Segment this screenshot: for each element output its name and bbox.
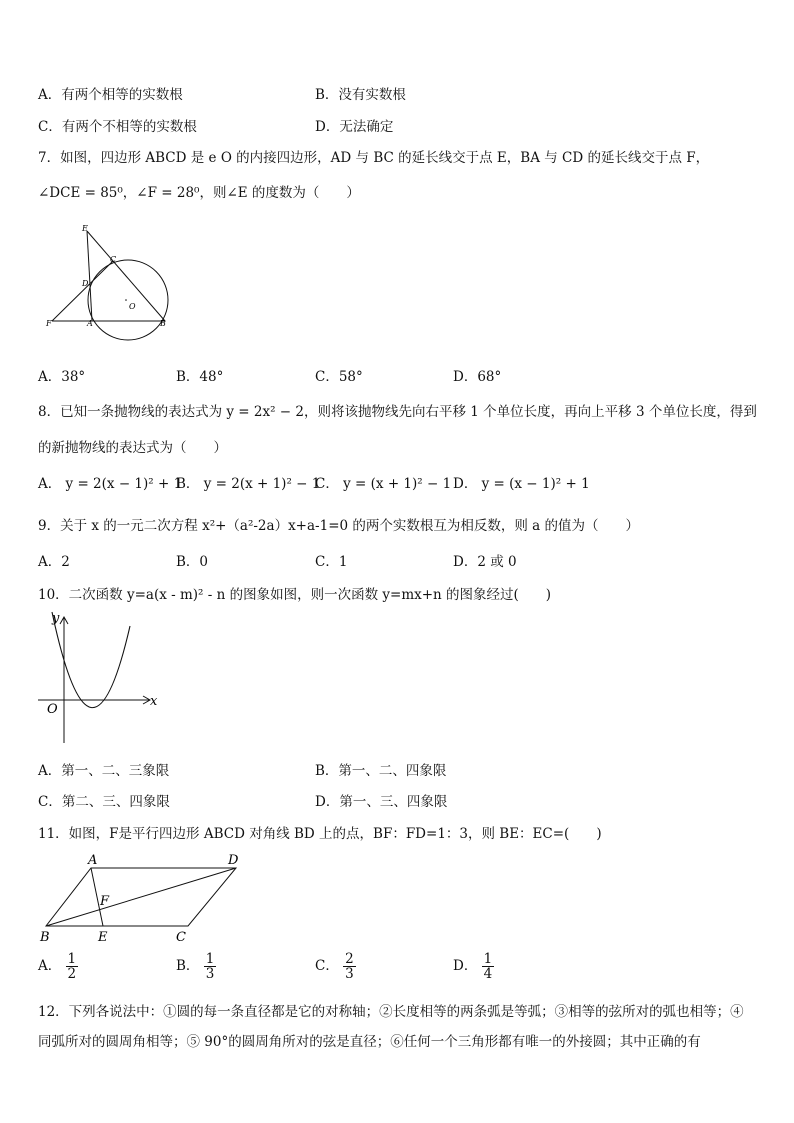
- q8-option-b: B． y = 2(x + 1)² − 1: [176, 476, 321, 492]
- q7-line-ea: [87, 231, 92, 321]
- q8-option-a: A． y = 2(x − 1)² + 1: [38, 476, 183, 492]
- q7-line-fc: [52, 261, 113, 321]
- q7-label-b: B: [160, 319, 166, 328]
- q11-option-a-fraction: $\frac{1}{2}$: [67, 951, 77, 983]
- q8-stem-line2: 的新抛物线的表达式为（ ）: [38, 440, 227, 456]
- q9-option-c: C．1: [315, 554, 348, 570]
- q11-parallelogram-figure: [38, 850, 248, 945]
- q11-label-f: F: [100, 894, 110, 909]
- q8-option-d: D． y = (x − 1)² + 1: [453, 476, 590, 492]
- q10-stem-line1: 10．二次函数 y=a(x - m)² - n 的图象如图，则一次函数 y=mx+n 的图象经过( ): [38, 587, 552, 603]
- q10-label-y: y: [52, 611, 60, 626]
- q7-stem-line2: ∠DCE = 85⁰，∠F = 28⁰，则∠E 的度数为（ ）: [38, 185, 360, 201]
- q7-option-a: A．38°: [38, 369, 86, 385]
- q7-option-d: D．68°: [453, 369, 502, 385]
- q7-option-c: C．58°: [315, 369, 363, 385]
- q7-option-b: B．48°: [176, 369, 224, 385]
- q9-stem-line1: 9．关于 x 的一元二次方程 x²+（a²-2a）x+a-1=0 的两个实数根互为相反数，则 a 的值为（ ）: [38, 518, 640, 534]
- q6-option-d: D．无法确定: [315, 119, 394, 135]
- q11-option-b: B． $\frac{1}{3}$: [176, 951, 215, 983]
- q9-option-a: A．2: [38, 554, 70, 570]
- q12-stem-line2: 同弧所对的圆周角相等；⑤ 90°的圆周角所对的弦是直径；⑥任何一个三角形都有唯一的外接圆；其中正确的有: [38, 1034, 701, 1050]
- q9-option-b: B．0: [176, 554, 209, 570]
- q7-label-e: E: [82, 224, 88, 233]
- q6-option-b: B．没有实数根: [315, 87, 406, 103]
- q11-label-c: C: [176, 930, 186, 945]
- q7-label-f: F: [46, 319, 52, 328]
- q10-option-a: A．第一、二、三象限: [38, 763, 170, 779]
- q7-label-a: A: [87, 319, 93, 328]
- q11-option-b-fraction: $\frac{1}{3}$: [205, 951, 215, 983]
- q12-stem-line1: 12．下列各说法中：①圆的每一条直径都是它的对称轴；②长度相等的两条弧是等弧；③相等的弦所对的弧也相等；④: [38, 1004, 744, 1020]
- q7-circle: [88, 260, 168, 340]
- q6-option-a: A．有两个相等的实数根: [38, 87, 183, 103]
- q11-option-a: A． $\frac{1}{2}$: [38, 951, 77, 983]
- q11-label-b: B: [40, 930, 50, 945]
- q11-option-c-fraction: $\frac{2}{3}$: [345, 951, 354, 983]
- q10-label-x: x: [150, 694, 158, 709]
- q8-option-c: C． y = (x + 1)² − 1: [315, 476, 452, 492]
- q9-option-d: D．2 或 0: [453, 554, 517, 570]
- q10-option-b: B．第一、二、四象限: [315, 763, 447, 779]
- q8-stem-line1: 8．已知一条抛物线的表达式为 y = 2x² − 2，则将该抛物线先向右平移 1 个单位长度，再向上平移 3 个单位长度，得到: [38, 404, 757, 420]
- q10-parabola-figure: [38, 608, 163, 748]
- q6-option-c: C．有两个不相等的实数根: [38, 119, 197, 135]
- q11-diagonal-bd: [46, 868, 236, 926]
- q7-label-o: O: [129, 302, 136, 311]
- q10-label-o: O: [47, 702, 58, 717]
- q11-label-d: D: [228, 853, 239, 868]
- q11-option-c: C． $\frac{2}{3}$: [315, 951, 354, 983]
- q11-option-d: D． $\frac{1}{4}$: [453, 951, 493, 983]
- q7-stem-line1: 7．如图，四边形 ABCD 是 e O 的内接四边形，AD 与 BC 的延长线交于点 E，BA 与 CD 的延长线交于点 F，: [38, 150, 710, 166]
- q11-label-e: E: [98, 930, 108, 945]
- q10-option-d: D．第一、三、四象限: [315, 794, 448, 810]
- q11-stem-line1: 11．如图，F是平行四边形 ABCD 对角线 BD 上的点，BF：FD=1：3，则 BE：EC=( ): [38, 826, 602, 842]
- q7-label-d: D: [82, 279, 89, 288]
- q7-label-c: C: [110, 255, 117, 264]
- q7-line-eb: [87, 231, 165, 321]
- q11-option-d-fraction: $\frac{1}{4}$: [483, 951, 493, 983]
- q7-circle-figure: [40, 220, 180, 335]
- q11-label-a: A: [88, 853, 98, 868]
- q10-option-c: C．第二、三、四象限: [38, 794, 170, 810]
